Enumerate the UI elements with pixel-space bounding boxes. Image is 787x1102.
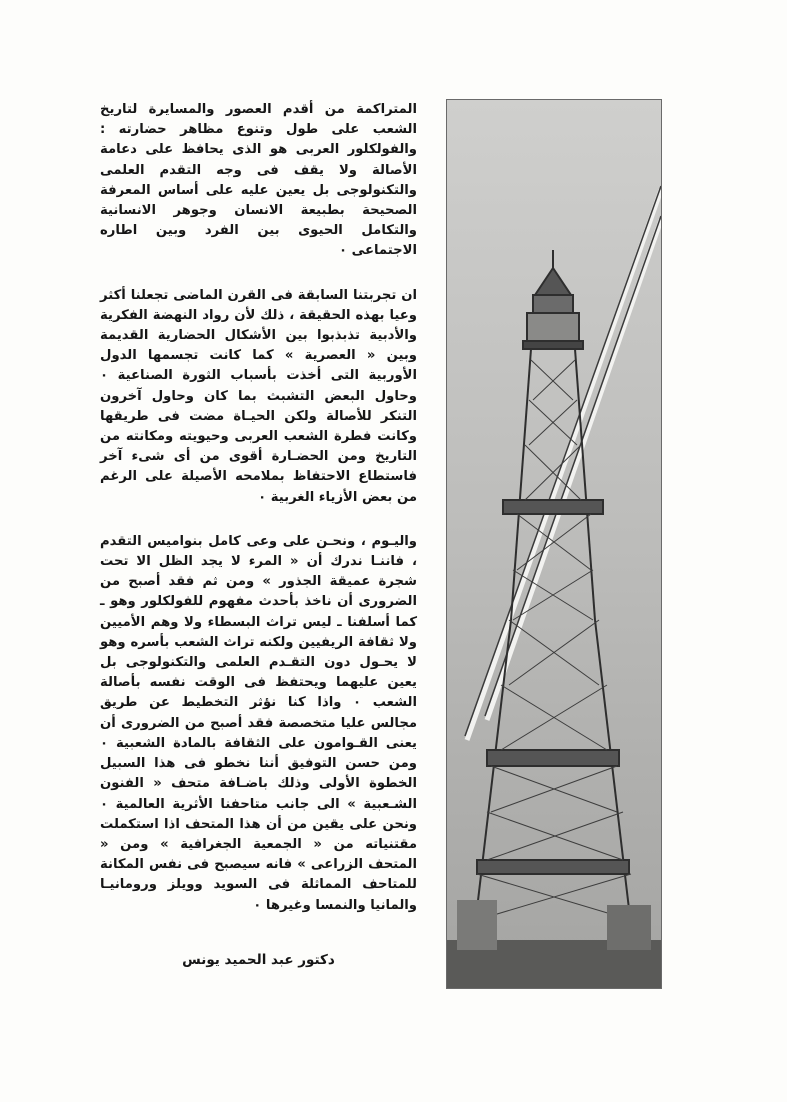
article-paragraph-2: ان تجربتنا السابقة فى القرن الماضى تجعلنا أكثر وعيا بهذه الحقيقة ، ذلك لأن رواد النهضة الفكرية والأدبية تذبذبوا بين الأشكال الحضارية القديمة وبين « العصرية » كما كانت تجسمها الدول الأوربية التى أخذت بأسباب الثورة الصناعية ٠ وحاول البعض التشبث بما كان وحاول آخرون التنكر للأصالة ولكن الحيـاة مضت فى طريقها وكانت فطرة الشعب العربى وحيويته ومكانته من التاريخ ومن الحضـارة أقوى من أى شىء آخر فاستطاع الاحتفاظ بملامحه الأصيلة على الرغم من بعض الأزياء الغربية ٠ (100, 287, 417, 505)
article-paragraph-3: واليـوم ، ونحـن على وعى كامل بنواميس التقدم ، فاننـا ندرك أن « المرء لا يجد الظل الا تحت شجرة عميقة الجذور » ومن ثم فقد أصبح من الضرورى أن ناخذ بأحدث مفهوم للفولكلور وهو ـ كما أسلفنا ـ ليس تراث البسطاء ولا وهم الأميين ولا ثقافة الريفيين ولكنه تراث الشعب بأسره وهو لا يحـول دون التقـدم العلمى والتكنولوجى بل يعين عليهما ويحتفظ فى الوقت نفسه بأصالة الشعب ٠ واذا كنا نؤثر التخطيط عن طريق مجالس عليا متخصصة فقد أصبح من الضرورى أن يعنى القـوامون على الثقافة بالمادة الشعبية ٠ ومن حسن التوفيق أننا نخطو فى هذا السبيل الخطوة الأولى وذلك باضـافة متحف « الفنون الشـعبية » الى جانب متاحفنا الأثرية العالمية ٠ ونحن على يقين من أن هذا المتحف اذا استكملت مقتنياته من « الجمعية الجغرافية » ومن « المتحف الزراعى » فانه سيصبح فى نفس المكانة للمتاحف المماثلة فى السويد وويلز ورومانيـا والمانيا والنمسا وغيرها ٠ (100, 533, 418, 913)
article-paragraph-1: المتراكمة من أقدم العصور والمسايرة لتاريخ الشعب على طول وتنوع مظاهر حضارته : والفولكلور العربى هو الذى يحافظ على دعامة الأصالة ولا يقف فى وجه التقدم العلمى والتكنولوجى بل يعين عليه على أساس المعرفة الصحيحة بطبيعة الانسان وجوهر الانسانية والتكامل الحيوى بين الفرد وبين اطاره الاجتماعى ٠ (100, 102, 417, 259)
tower-illustration (447, 100, 661, 988)
article-body (100, 100, 417, 928)
author-signature: دكتور عبد الحميد يونس (182, 952, 335, 968)
tower-photo (446, 99, 662, 989)
